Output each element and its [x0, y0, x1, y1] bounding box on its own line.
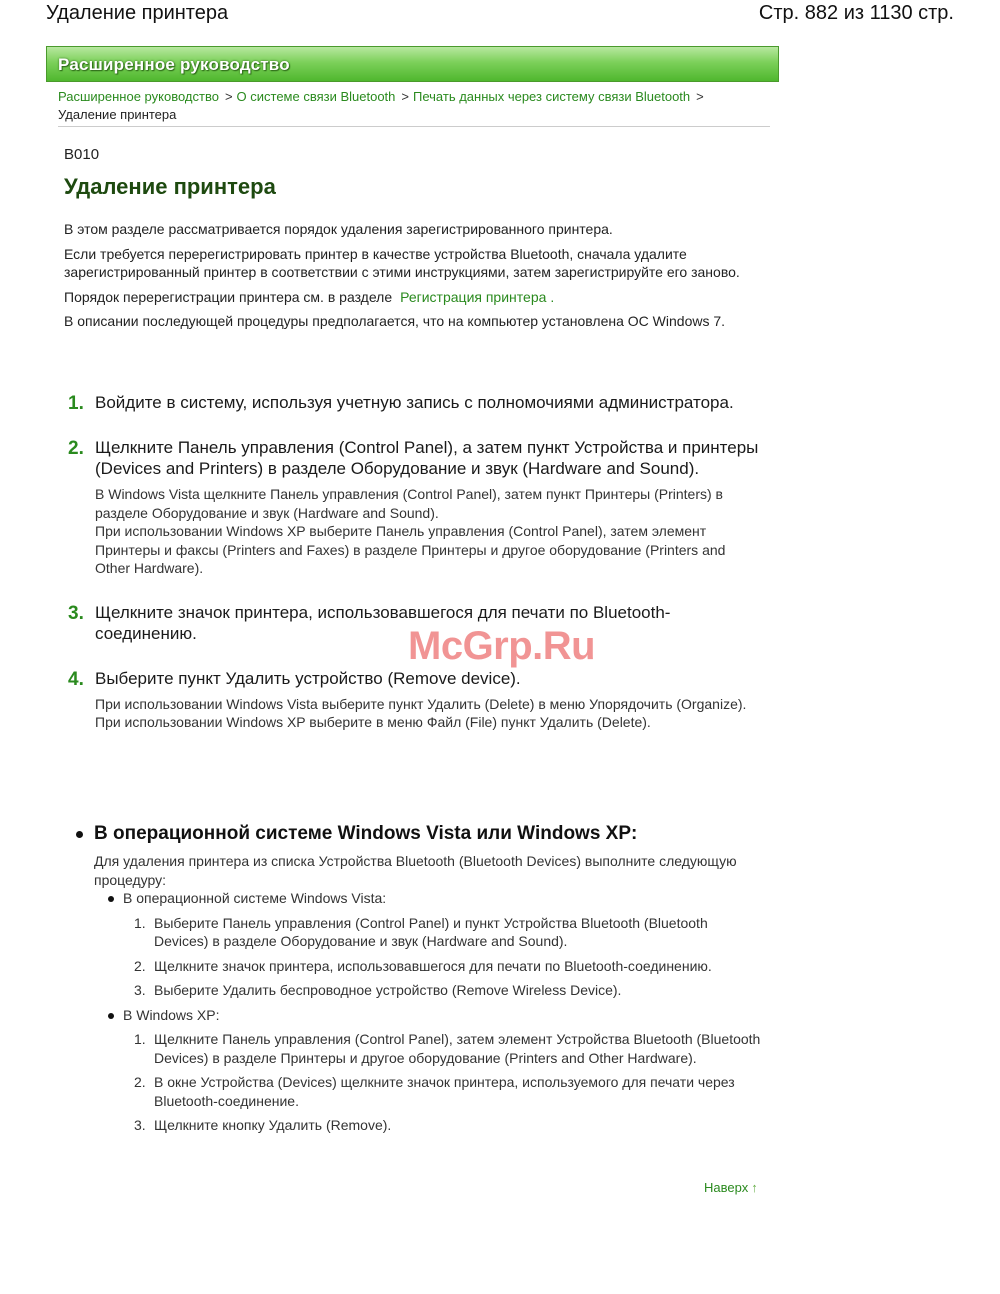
step-item [64, 437, 764, 578]
os-intro: Для удаления принтера из списка Устройства Bluetooth (Bluetooth Devices) выполните следующую процедуру: [94, 853, 737, 888]
intro-paragraph: Если требуется перерегистрировать принтер в качестве устройства Bluetooth, сначала удалите зарегистрированный принтер в соответствии с этими инструкциями, затем зарегистрируйте его заново. [64, 245, 740, 280]
intro-paragraph: В этом разделе рассматривается порядок удаления зарегистрированного принтера. [64, 221, 613, 237]
vista-label: В операционной системе Windows Vista: [123, 890, 387, 906]
reregister-text: Порядок перерегистрации принтера см. в разделе [64, 288, 393, 305]
bullet-icon [108, 896, 114, 902]
breadcrumb-separator: > [696, 89, 704, 104]
vista-block [106, 889, 766, 1000]
page-title: Удаление принтера [46, 2, 229, 24]
step-text: Щелкните значок принтера, использовавшегося для печати по Bluetooth-соединению. [95, 602, 671, 643]
page-counter: Стр. 882 из 1130 стр. [758, 2, 954, 24]
breadcrumb-current: Удаление принтера [58, 107, 177, 122]
watermark: McGrp.Ru [408, 624, 596, 668]
guide-banner [46, 46, 779, 82]
step-text: Щелкните Панель управления (Control Panel), а затем пункт Устройства и принтеры (Devices and Printers) в разделе Оборудование и звук (Hardware and Sound). [95, 438, 759, 478]
step-number: 3. [68, 602, 84, 624]
step-note: В Windows Vista щелкните Панель управления (Control Panel), затем пункт Принтеры (Printers) в разделе Оборудование и звук (Hardware and Sound). При использовании Windows XP выберите Панель управления (Control Panel), затем элемент Принтеры и факсы (Printers and Faxes) в разделе Принтеры и другое оборудование (Printers and Other Hardware). [95, 486, 726, 576]
back-to-top-label: Наверх [704, 1180, 749, 1195]
xp-steps [123, 1030, 766, 1135]
os-heading [76, 822, 766, 846]
list-item: 3. Щелкните кнопку Удалить (Remove). [134, 1117, 392, 1133]
os-section [76, 822, 766, 1141]
step-number: 2. [68, 438, 84, 459]
intro-section [64, 220, 764, 337]
reregister-end: . [550, 288, 555, 305]
arrow-up-icon: ↑ [751, 1180, 758, 1195]
breadcrumb-separator: > [401, 89, 409, 104]
breadcrumb-link-bluetooth[interactable]: О системе связи Bluetooth [236, 89, 396, 104]
bullet-icon [108, 1013, 114, 1019]
xp-block [106, 1006, 766, 1135]
registration-link[interactable]: Регистрация принтера [400, 288, 547, 305]
intro-paragraph: В описании последующей процедуры предполагается, что на компьютер установлена ОС Windows 7. [64, 313, 726, 329]
os-heading-text: В операционной системе Windows Vista или Windows XP: [94, 823, 638, 844]
step-item [64, 392, 764, 413]
step-text: Выберите пункт Удалить устройство (Remove device). [95, 668, 521, 688]
steps-list [64, 392, 764, 756]
divider [58, 126, 770, 127]
breadcrumb [58, 88, 768, 124]
vista-steps [123, 914, 766, 1000]
step-number: 1. [68, 393, 84, 414]
step-note: При использовании Windows Vista выберите пункт Удалить (Delete) в меню Упорядочить (Organize). При использовании Windows XP выберите в меню Файл (File) пункт Удалить (Delete). [95, 695, 747, 730]
step-item [64, 668, 764, 732]
bullet-icon [76, 831, 83, 838]
step-text: Войдите в систему, используя учетную запись с полномочиями администратора. [95, 393, 734, 412]
breadcrumb-link-printing[interactable]: Печать данных через систему связи Bluetooth [413, 89, 691, 104]
step-number: 4. [68, 668, 84, 690]
page-header [0, 0, 1000, 30]
list-item: 2. В окне Устройства (Devices) щелкните значок принтера, используемого для печати через Bluetooth-соединение. [134, 1074, 735, 1109]
document-code: B010 [64, 146, 100, 163]
list-item: 1. Щелкните Панель управления (Control Panel), затем элемент Устройства Bluetooth (Bluetooth Devices) в разделе Принтеры и другое оборудование (Printers and Other Hardware). [134, 1031, 761, 1066]
reregister-paragraph [64, 288, 764, 307]
list-item: 3. Выберите Удалить беспроводное устройство (Remove Wireless Device). [134, 982, 622, 998]
list-item: 1. Выберите Панель управления (Control Panel) и пункт Устройства Bluetooth (Bluetooth Devices) в разделе Оборудование и звук (Hardware and Sound). [134, 914, 708, 949]
breadcrumb-separator: > [224, 89, 233, 104]
breadcrumb-link-guide[interactable]: Расширенное руководство [58, 89, 219, 104]
list-item: 2. Щелкните значок принтера, использовавшегося для печати по Bluetooth-соединению. [134, 957, 712, 974]
xp-label: В Windows XP: [123, 1006, 220, 1023]
banner-label: Расширенное руководство [58, 55, 290, 74]
back-to-top-link[interactable] [704, 1180, 758, 1195]
document-heading: Удаление принтера [64, 174, 276, 199]
